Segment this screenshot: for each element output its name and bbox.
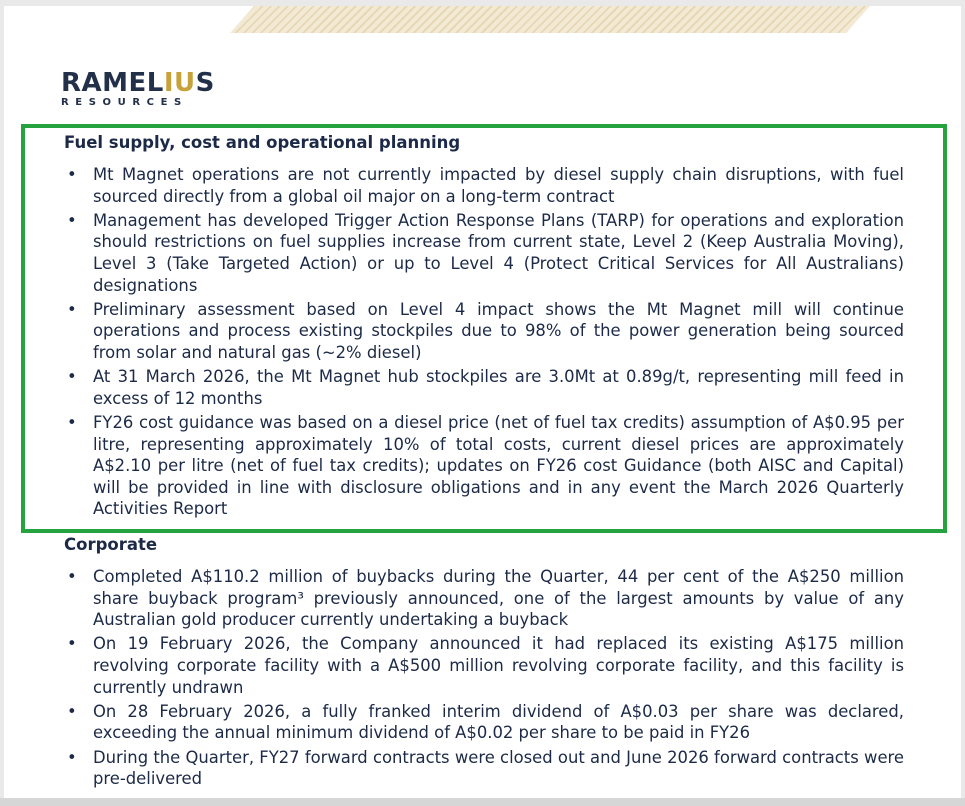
list-item: • FY26 cost guidance was based on a diesel price (net of fuel tax credits) assumption of A$0.95 per litre, representing approximately 10% of total costs, current diesel prices are approximately A$2.10 per litre (net of fuel tax credits); updates on FY26 cost Guidance (both AISC and Capital) will be provided in line with disclosure obligations and in any event the March 2026 Quarterly Activities Report: [67, 412, 904, 519]
logo-subtitle: RESOURCES: [61, 97, 188, 108]
decorative-header-stripe: [230, 6, 870, 33]
list-item: • During the Quarter, FY27 forward contracts were closed out and June 2026 forward contracts were pre-delivered: [67, 747, 904, 789]
bullet-dot: •: [67, 165, 77, 184]
viewer-bottom-edge: [0, 798, 965, 806]
document-page: [4, 6, 961, 798]
bullet-dot: •: [67, 567, 77, 586]
bullet-dot: •: [67, 299, 77, 319]
section-heading-corporate: Corporate: [64, 535, 158, 554]
list-item: • On 19 February 2026, the Company announced it had replaced its existing A$175 million revolving corporate facility with a A$500 million revolving corporate facility, and this facility is currently undrawn: [67, 634, 904, 697]
list-item: • Completed A$110.2 million of buybacks during the Quarter, 44 per cent of the A$250 million share buyback program³ previously announced, one of the largest amounts by value of any Australian gold producer currently undertaking a buyback: [67, 567, 904, 630]
logo-wordmark: RAMELIUS: [61, 68, 215, 98]
ramelius-logo: [61, 70, 215, 108]
list-item: • At 31 March 2026, the Mt Magnet hub stockpiles are 3.0Mt at 0.89g/t, representing mill feed in excess of 12 months: [67, 367, 904, 408]
bullet-dot: •: [67, 412, 77, 432]
bullet-dot: •: [67, 634, 77, 654]
section-heading-fuel: Fuel supply, cost and operational planning: [64, 133, 461, 152]
bullet-dot: •: [67, 367, 77, 387]
bullet-dot: •: [67, 210, 77, 230]
corporate-bullet-list: [64, 566, 904, 792]
list-item: • Mt Magnet operations are not currently impacted by diesel supply chain disruptions, with fuel sourced directly from a global oil major on a long-term contract: [67, 165, 904, 206]
bullet-dot: •: [67, 747, 77, 767]
bullet-dot: •: [67, 701, 77, 721]
list-item: • On 28 February 2026, a fully franked interim dividend of A$0.03 per share was declared, exceeding the annual minimum dividend of A$0.02 per share to be paid in FY26: [67, 701, 904, 743]
list-item: • Management has developed Trigger Action Response Plans (TARP) for operations and exploration should restrictions on fuel supplies increase from current state, Level 2 (Keep Australia Moving), Level 3 (Take Targeted Action) or up to Level 4 (Protect Critical Services for All Australians) designations: [67, 210, 904, 295]
list-item: • Preliminary assessment based on Level 4 impact shows the Mt Magnet mill will continue operations and process existing stockpiles due to 98% of the power generation being sourced from solar and natural gas (~2% diesel): [67, 299, 904, 362]
fuel-bullet-list: [64, 164, 904, 522]
